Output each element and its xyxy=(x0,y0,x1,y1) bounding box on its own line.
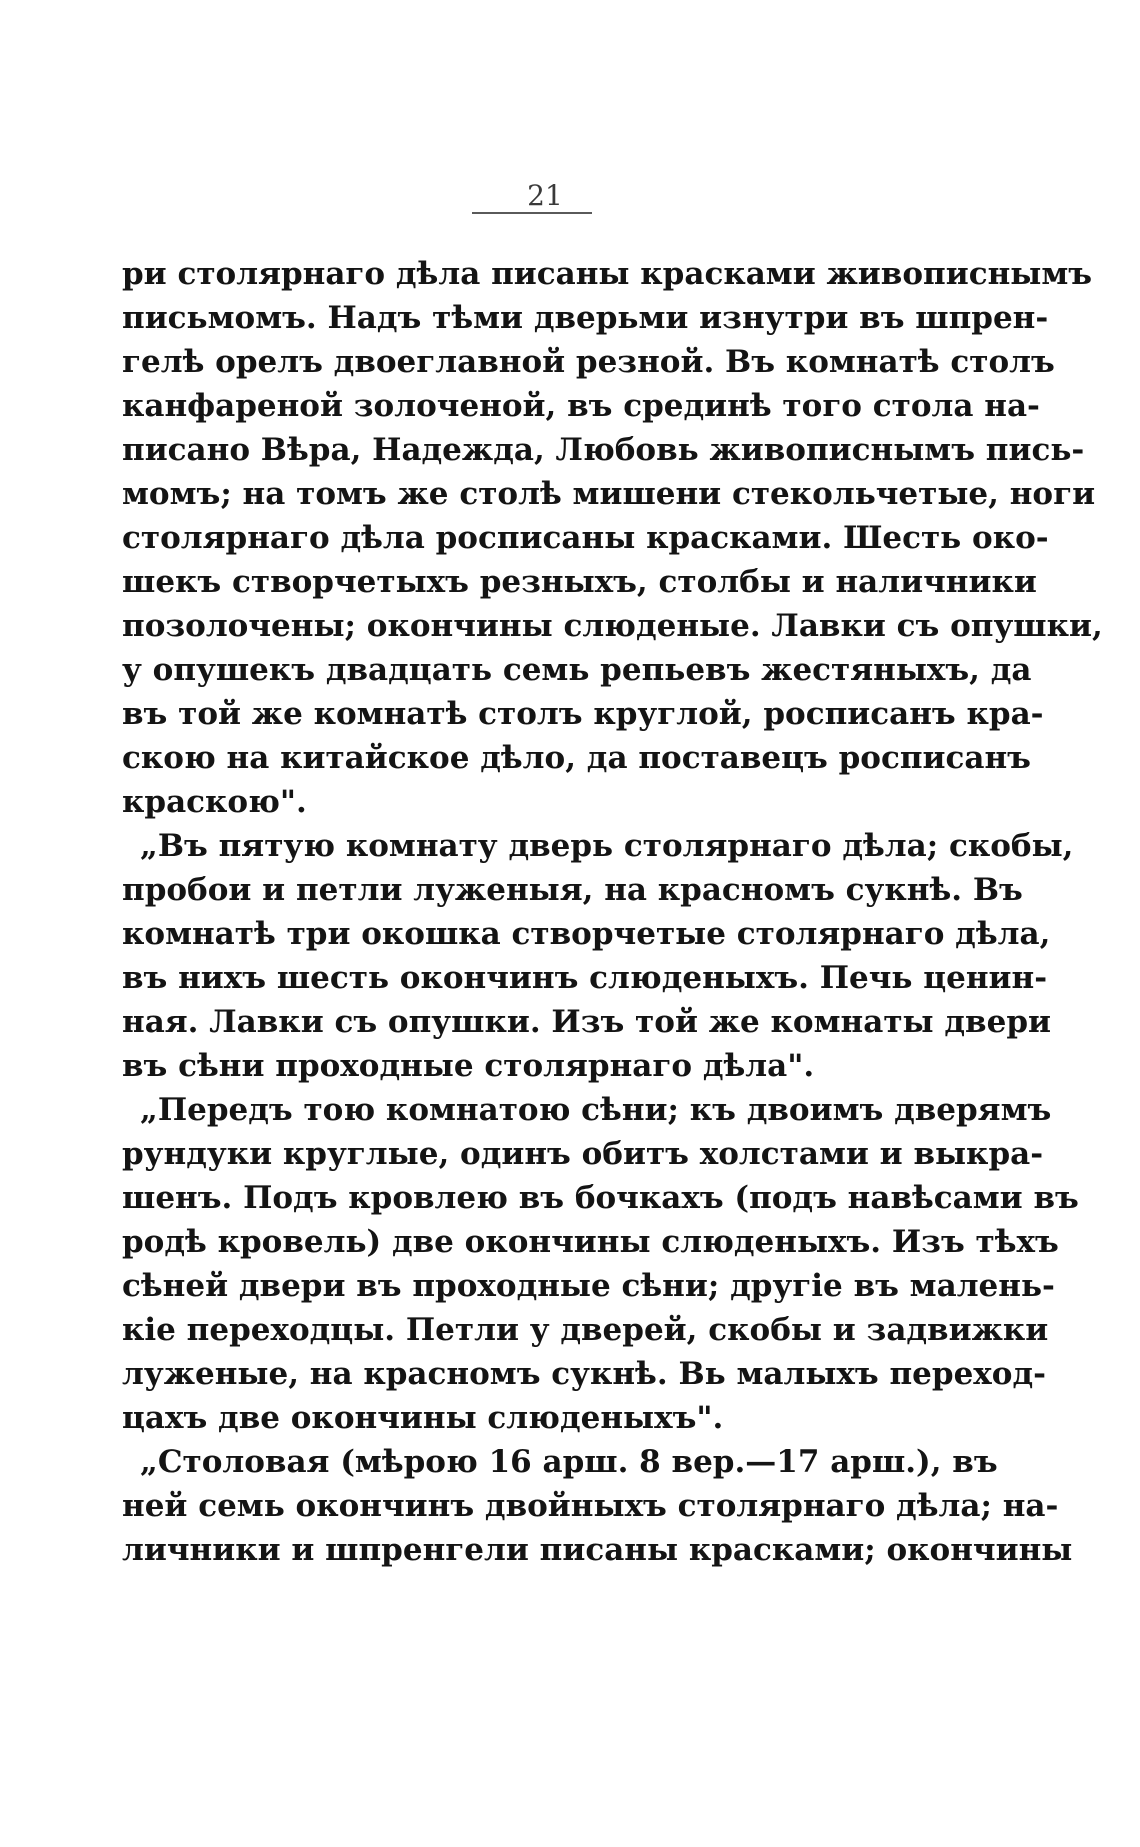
page-number: 21 xyxy=(527,179,563,212)
text-line: краскою". xyxy=(122,784,307,820)
text-line: шекъ створчетыхъ резныхъ, столбы и наличники xyxy=(122,564,1037,600)
text-line: гелѣ орелъ двоеглавной резной. Въ комнатѣ столъ xyxy=(122,344,1055,380)
text-line: въ сѣни проходные столярнаго дѣла". xyxy=(122,1048,815,1084)
text-line: ней семь окончинъ двойныхъ столярнаго дѣла; на- xyxy=(122,1488,1059,1524)
text-line: письмомъ. Надъ тѣми дверьми изнутри въ шпрен- xyxy=(122,300,1049,336)
text-line: въ нихъ шесть окончинъ слюденыхъ. Печь ценин- xyxy=(122,960,1048,996)
text-line: комнатѣ три окошка створчетые столярнаго дѣла, xyxy=(122,916,1051,952)
header-rule xyxy=(472,212,592,214)
text-line: луженые, на красномъ сукнѣ. Вь малыхъ переход- xyxy=(122,1356,1046,1392)
text-line: ри столярнаго дѣла писаны красками живописнымъ xyxy=(122,256,1093,292)
text-line: родѣ кровель) две окончины слюденыхъ. Изъ тѣхъ xyxy=(122,1224,1059,1260)
text-line: личники и шпренгели писаны красками; окончины xyxy=(122,1532,1073,1568)
text-line: столярнаго дѣла росписаны красками. Шесть око- xyxy=(122,520,1049,556)
text-line: сѣней двери въ проходные сѣни; другіе въ малень- xyxy=(122,1268,1055,1304)
text-line: ная. Лавки съ опушки. Изъ той же комнаты двери xyxy=(122,1004,1051,1040)
text-line: шенъ. Подъ кровлею въ бочкахъ (подъ навѣсами въ xyxy=(122,1180,1079,1216)
text-line: „Въ пятую комнату дверь столярнаго дѣла; скобы, xyxy=(140,828,1074,864)
text-line: пробои и петли луженыя, на красномъ сукнѣ. Въ xyxy=(122,872,1023,908)
text-line: момъ; на томъ же столѣ мишени стекольчетые, ноги xyxy=(122,476,1096,512)
text-line: рундуки круглые, одинъ обитъ холстами и выкра- xyxy=(122,1136,1044,1172)
text-line: позолочены; окончины слюденые. Лавки съ опушки, xyxy=(122,608,1103,644)
text-line: писано Вѣра, Надежда, Любовь живописнымъ пись- xyxy=(122,432,1085,468)
text-line: скою на китайское дѣло, да поставецъ росписанъ xyxy=(122,740,1031,776)
text-line: цахъ две окончины слюденыхъ". xyxy=(122,1400,724,1436)
text-line: въ той же комнатѣ столъ круглой, росписанъ кра- xyxy=(122,696,1044,732)
text-line: канфареной золоченой, въ срединѣ того стола на- xyxy=(122,388,1040,424)
text-line: кіе переходцы. Петли у дверей, скобы и задвижки xyxy=(122,1312,1049,1348)
text-line: „Столовая (мѣрою 16 арш. 8 вер.—17 арш.), въ xyxy=(140,1444,998,1480)
text-line: „Передъ тою комнатою сѣни; къ двоимъ дверямъ xyxy=(140,1092,1052,1128)
text-line: у опушекъ двадцать семь репьевъ жестяныхъ, да xyxy=(122,652,1032,688)
body-text xyxy=(122,252,1103,1572)
